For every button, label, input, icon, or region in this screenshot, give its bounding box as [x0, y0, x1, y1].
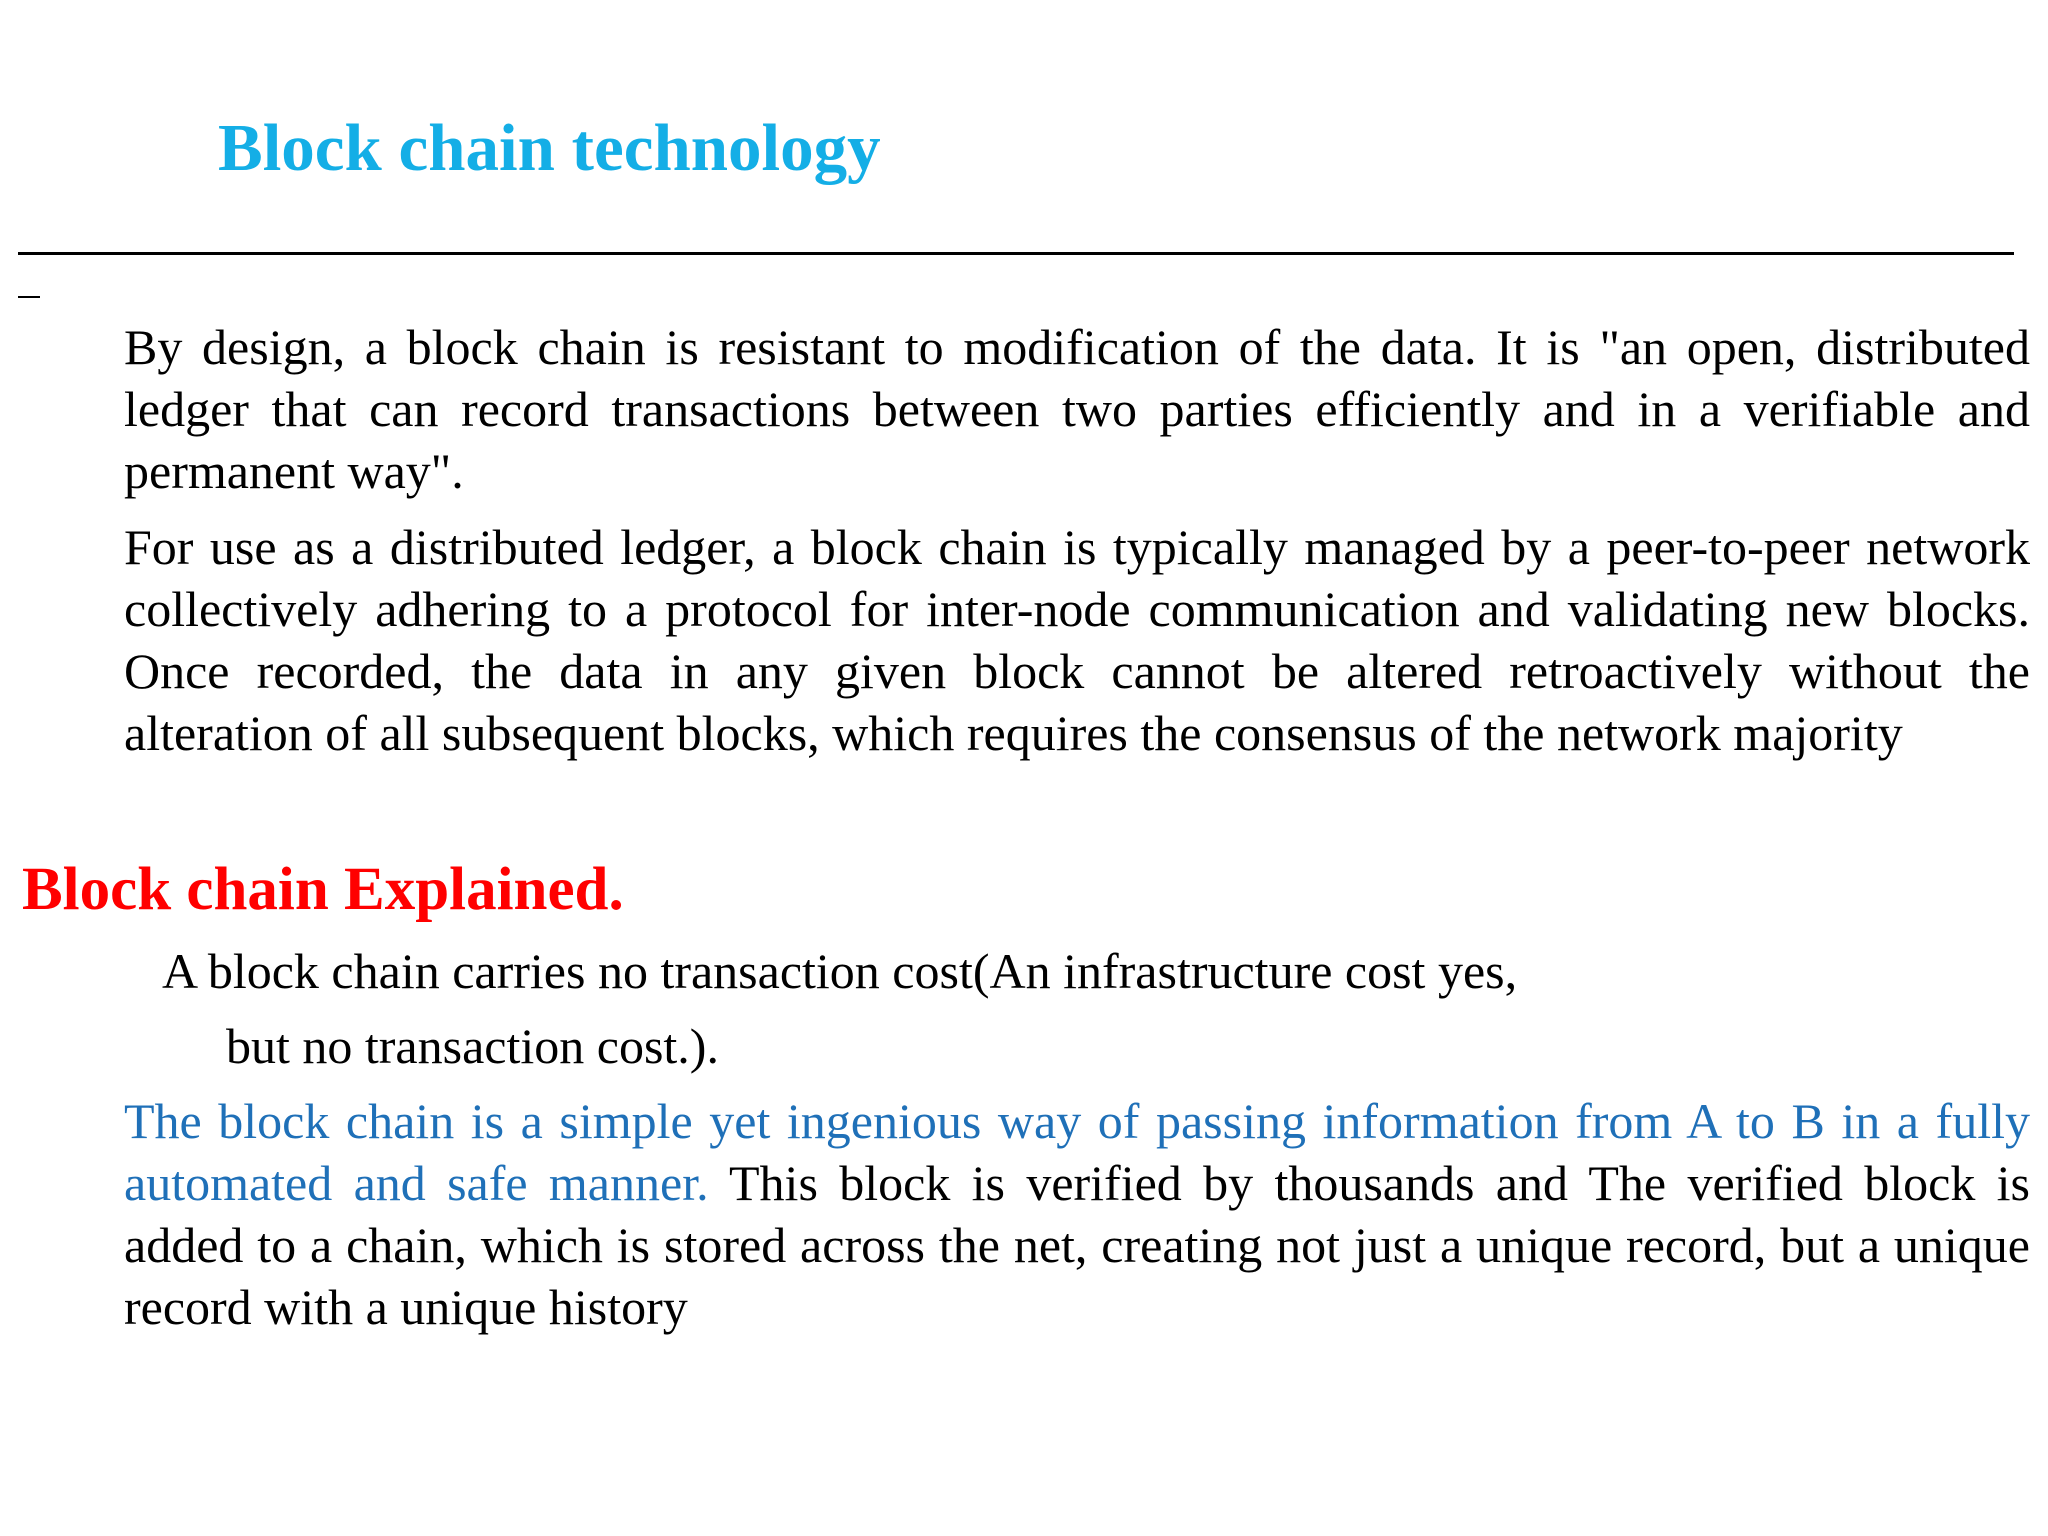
intro-paragraph-2: For use as a distributed ledger, a block chain is typically managed by a peer-to-peer network collectively adhering to a protocol for inter-node communication and validating new blocks. Once recorded, the data in any given block cannot be altered retroactively without the alteration of all subsequent blocks, which requires the consensus of the network majority — [124, 519, 2030, 761]
intro-paragraph-1: By design, a block chain is resistant to modification of the data. It is "an open, distributed ledger that can record transactions between two parties efficiently and in a verifiable and permanent way". — [124, 319, 2030, 499]
dash-mark — [18, 296, 40, 298]
final-paragraph — [124, 1090, 2030, 1338]
horizontal-rule — [18, 252, 2014, 255]
cost-line-1: A block chain carries no transaction cost(An infrastructure cost yes, — [162, 943, 1518, 999]
final-paragraph-rest: This block is verified by thousands and The verified block is added to a chain, which is stored across the net, creating not just a unique record, but a unique record with a unique history — [124, 1155, 2030, 1335]
slide-title: Block chain technology — [218, 111, 881, 185]
highlighted-sentence: The block chain is a simple yet ingenious way of passing information from A to B in a fully automated and safe manner. — [124, 1093, 2030, 1211]
cost-line-2: but no transaction cost.). — [226, 1018, 719, 1074]
section-heading: Block chain Explained. — [22, 856, 624, 923]
